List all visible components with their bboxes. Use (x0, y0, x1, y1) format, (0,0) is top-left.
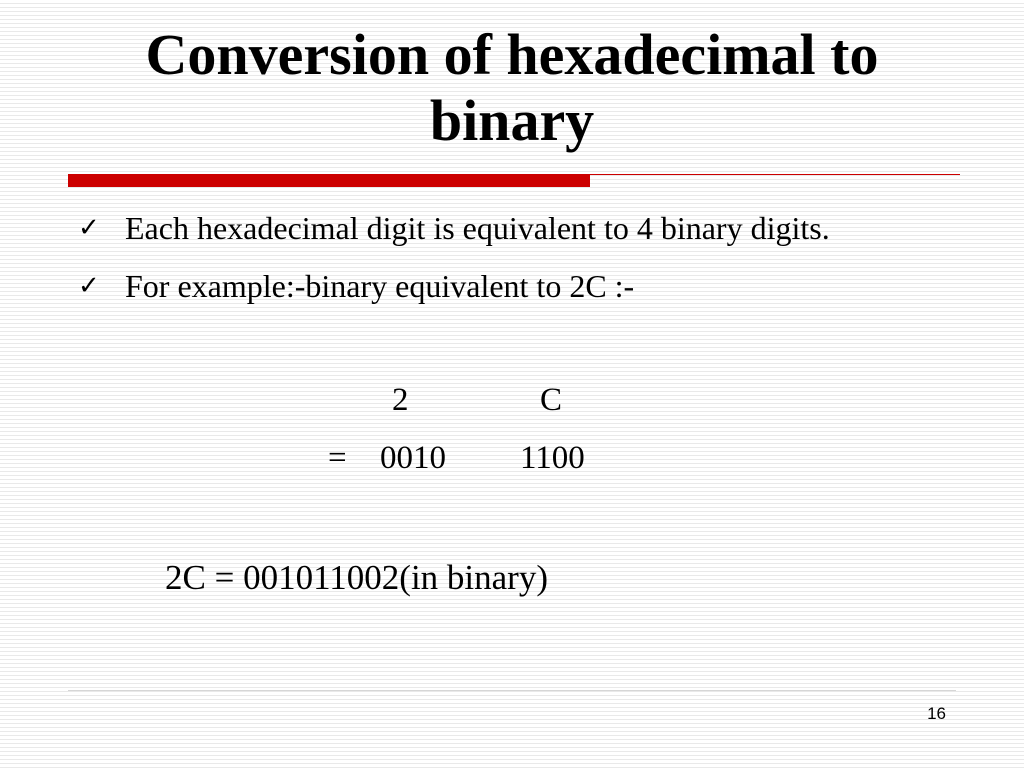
footer-divider (68, 690, 956, 691)
slide-title: Conversion of hexadecimal to binary (145, 22, 879, 153)
page-number: 16 (927, 704, 946, 723)
bullet-text: For example:-binary equivalent to 2C :- (125, 268, 635, 304)
title-underline-thick (68, 174, 590, 187)
binary-group: 1100 (520, 440, 585, 476)
hex-digit: C (540, 382, 563, 418)
binary-group: 0010 (380, 440, 446, 476)
equals-sign: = (328, 440, 347, 476)
checkmark-icon: ✓ (78, 271, 100, 301)
bullet-text: Each hexadecimal digit is equivalent to 4 binary digits. (125, 210, 830, 246)
title-underline-thin (590, 174, 960, 175)
hex-digit: 2 (392, 382, 409, 418)
checkmark-icon: ✓ (78, 213, 100, 243)
conversion-result: 2C = 001011002(in binary) (165, 558, 548, 597)
